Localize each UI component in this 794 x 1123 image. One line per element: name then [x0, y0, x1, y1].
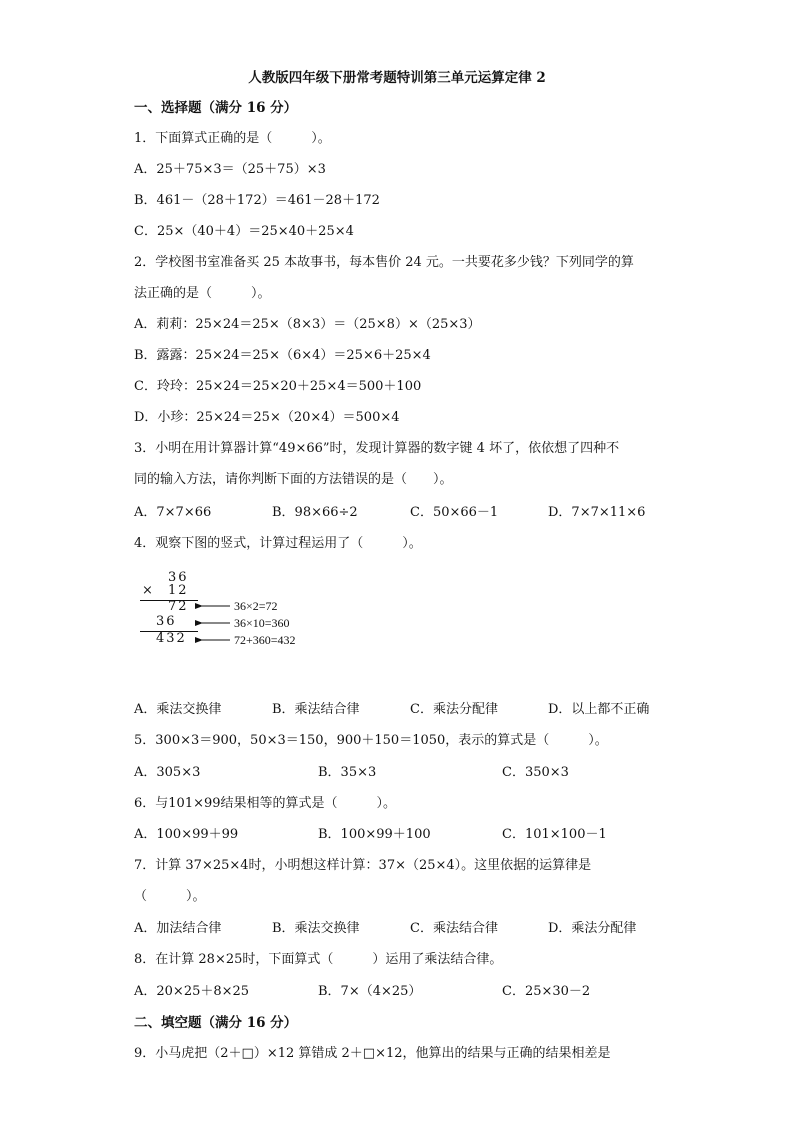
partial-product-1: 72 — [168, 599, 189, 614]
question-8-option-a: A．20×25＋8×25 — [134, 984, 250, 999]
question-6-option-b: B．100×99＋100 — [318, 827, 431, 842]
section-heading-choice: 一、选择题（满分 16 分） — [134, 100, 298, 116]
question-7-option-b: B．乘法交换律 — [272, 921, 360, 936]
question-5-option-b: B．35×3 — [318, 765, 377, 780]
question-3-option-a: A．7×7×66 — [134, 505, 212, 520]
question-8-stem: 8．在计算 28×25时，下面算式（ ）运用了乘法结合律。 — [134, 952, 503, 967]
question-4-option-d: D．以上都不正确 — [548, 702, 650, 717]
multiplicand: 36 — [168, 570, 189, 585]
note-step-1: 36×2=72 — [234, 599, 278, 613]
question-1-option-b: B．461－（28＋172）＝461－28＋172 — [134, 193, 380, 208]
question-3-option-d: D．7×7×11×6 — [548, 505, 646, 520]
question-2-option-d: D．小珍：25×24＝25×（20×4）＝500×4 — [134, 410, 400, 425]
vertical-multiplication-figure — [138, 568, 328, 652]
question-2-stem-line-2: 法正确的是（ ）。 — [134, 286, 271, 301]
question-1-option-c: C．25×（40＋4）＝25×40＋25×4 — [134, 224, 354, 239]
question-2-option-a: A．莉莉：25×24＝25×（8×3）＝（25×8）×（25×3） — [134, 317, 481, 332]
question-3-option-c: C．50×66－1 — [410, 505, 499, 520]
question-3-option-b: B．98×66÷2 — [272, 505, 358, 520]
question-8-option-c: C．25×30－2 — [502, 984, 591, 999]
question-6-option-a: A．100×99＋99 — [134, 827, 239, 842]
question-1-option-a: A．25＋75×3＝（25＋75）×3 — [134, 162, 326, 177]
question-2-option-b: B．露露：25×24＝25×（6×4）＝25×6＋25×4 — [134, 348, 431, 363]
note-step-2: 36×10=360 — [234, 616, 290, 630]
question-7-option-c: C．乘法结合律 — [410, 921, 498, 936]
question-2-option-c: C．玲玲：25×24＝25×20＋25×4＝500＋100 — [134, 379, 422, 394]
question-5-option-c: C．350×3 — [502, 765, 569, 780]
section-heading-fill-blank: 二、填空题（满分 16 分） — [134, 1015, 298, 1031]
page-title: 人教版四年级下册常考题特训第三单元运算定律 2 — [248, 70, 546, 86]
question-7-stem-line-1: 7．计算 37×25×4时，小明想这样计算：37×（25×4）。这里依据的运算律是 — [134, 858, 592, 873]
question-7-option-a: A．加法结合律 — [134, 921, 222, 936]
partial-product-2: 36 — [156, 614, 177, 629]
question-4-option-a: A．乘法交换律 — [134, 702, 222, 717]
multiplier: 12 — [168, 583, 189, 598]
question-4-stem: 4．观察下图的竖式，计算过程运用了（ ）。 — [134, 536, 422, 551]
question-4-option-b: B．乘法结合律 — [272, 702, 360, 717]
question-7-option-d: D．乘法分配律 — [548, 921, 637, 936]
question-6-stem: 6．与101×99结果相等的算式是（ ）。 — [134, 796, 397, 811]
question-1-stem: 1．下面算式正确的是（ ）。 — [134, 131, 331, 146]
question-6-option-c: C．101×100－1 — [502, 827, 607, 842]
question-5-stem: 5．300×3＝900，50×3＝150，900＋150＝1050，表示的算式是（ ）。 — [134, 733, 608, 748]
question-2-stem-line-1: 2．学校图书室准备买 25 本故事书，每本售价 24 元。一共要花多少钱？下列同学的算 — [134, 255, 634, 270]
question-8-option-b: B．7×（4×25） — [318, 984, 422, 999]
question-4-option-c: C．乘法分配律 — [410, 702, 498, 717]
question-7-stem-line-2: （ ）。 — [134, 889, 206, 904]
note-step-3: 72+360=432 — [234, 633, 296, 647]
product: 432 — [156, 631, 187, 646]
question-9-stem: 9．小马虎把（2＋□）×12 算错成 2＋□×12，他算出的结果与正确的结果相差是 — [134, 1046, 611, 1061]
question-5-option-a: A．305×3 — [134, 765, 201, 780]
question-3-stem-line-1: 3．小明在用计算器计算“49×66”时，发现计算器的数字键 4 坏了，依依想了四种不 — [134, 441, 620, 456]
multiply-sign: × — [142, 583, 155, 598]
question-3-stem-line-2: 同的输入方法，请你判断下面的方法错误的是（ ）。 — [134, 472, 453, 487]
